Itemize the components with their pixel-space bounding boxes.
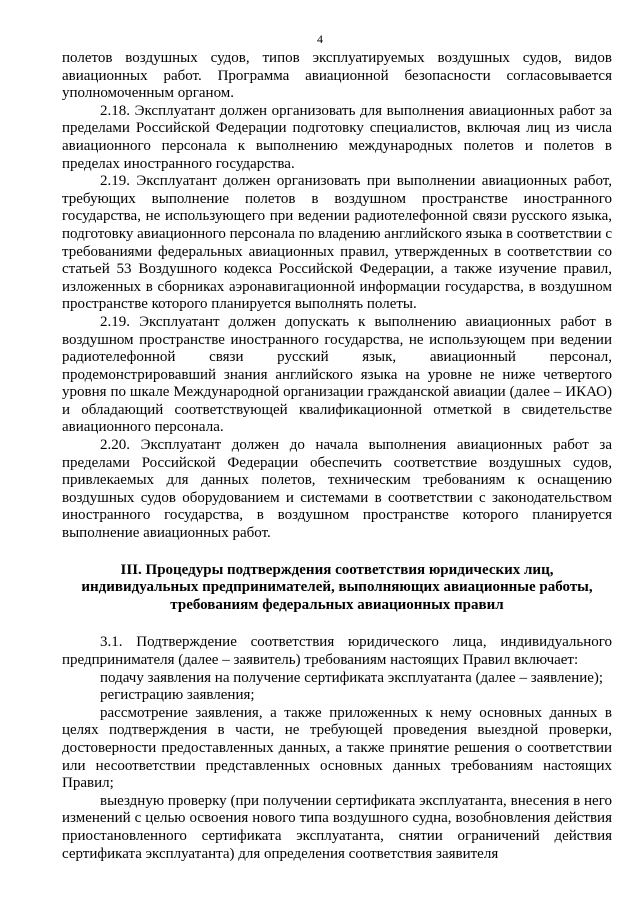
list-item-application-submission: подачу заявления на получение сертификата эксплуатанта (далее – заявление); (100, 669, 604, 686)
paragraph-2-19-a: 2.19. Эксплуатант должен организовать при выполнении авиационных работ, требующих выполнение полетов в воздушном пространстве иностранного государства, не использующего при ведении радиотелефонной связи русского языка, подготовку авиационного персонала по владению английского языка в соответствии с требованиями федеральных авиационных правил, утвержденных в соответствии со статьей 53 Воздушного кодекса Российской Федерации, а также изучение правил, изложенных в сборниках аэронавигационной информации государства, в воздушном пространстве которого планируется выполнять полеты. (62, 173, 612, 313)
paragraph-2-18: 2.18. Эксплуатант должен организовать для выполнения авиационных работ за пределами Российской Федерации подготовку специалистов, включая лиц из числа авиационного персонала к выполнению международных полетов и полетов в пределах иностранного государства. (62, 102, 612, 172)
paragraph-continuation: полетов воздушных судов, типов эксплуатируемых воздушных судов, видов авиационных работ. Программа авиационной безопасности согласовывается уполномоченным органом. (62, 50, 612, 102)
document-body (62, 50, 612, 863)
page-number: 4 (317, 32, 323, 46)
paragraph-3-1: 3.1. Подтверждение соответствия юридического лица, индивидуального предпринимателя (далее – заявитель) требованиям настоящих Правил включает: (62, 634, 612, 668)
section-heading-line: индивидуальных предпринимателей, выполняющих авиационные работы, (81, 579, 593, 596)
section-heading-line: III. Процедуры подтверждения соответствия юридических лиц, (120, 561, 554, 578)
list-item-onsite-inspection: выездную проверку (при получении сертификата эксплуатанта, внесения в него изменений с целью освоения нового типа воздушного судна, возобновления действия приостановленного сертификата эксплуатанта, снятии ограничений действия сертификата эксплуатанта) для определения соответствия заявителя (62, 792, 612, 862)
list-item-registration: регистрацию заявления; (100, 687, 255, 704)
section-heading-line: требованиям федеральных авиационных правил (170, 596, 504, 613)
paragraph-2-20: 2.20. Эксплуатант должен до начала выполнения авиационных работ за пределами Российской Федерации обеспечить соответствие воздушных судов, привлекаемых для данных полетов, техническим требованиям к оснащению воздушных судов оборудованием и системами в соответствии с законодательством иностранного государства, в воздушном пространстве которого планируется выполнение авиационных работ. (62, 437, 612, 542)
list-item-review: рассмотрение заявления, а также приложенных к нему основных данных в целях подтверждения в части, не требующей проведения выездной проверки, достоверности предоставленных данных, а также принятие решения о соответствии или несоответствии представленных основных данных требованиям настоящих Правил; (62, 704, 612, 792)
paragraph-2-19-b: 2.19. Эксплуатант должен допускать к выполнению авиационных работ в воздушном пространстве иностранного государства, не использующем при ведении радиотелефонной связи русский язык, авиационный персонал, продемонстрировавший знания английского языка на уровне не ниже четвертого уровня по шкале Международной организации гражданской авиации (далее – ИКАО) и обладающий соответствующей квалификационной отметкой в свидетельстве авиационного персонала. (62, 313, 612, 436)
section-heading (62, 562, 612, 615)
